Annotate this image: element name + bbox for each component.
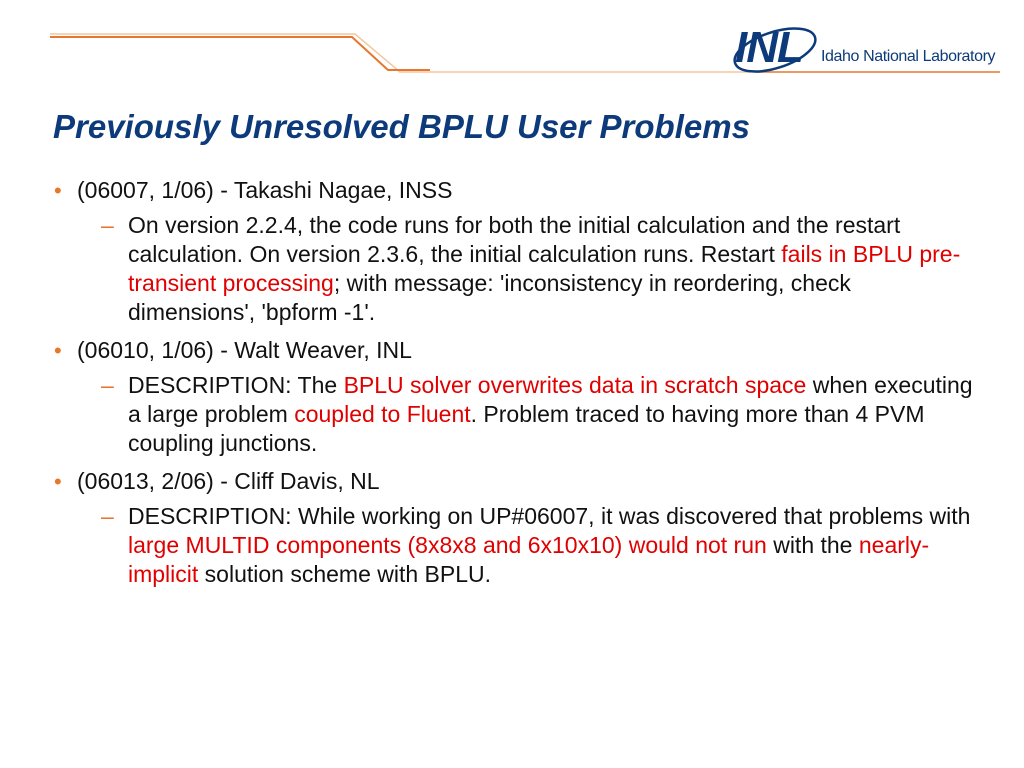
sub-text: when executing a large problem: [128, 372, 973, 427]
sub-item-2: [0, 371, 973, 458]
bullet-icon: •: [54, 338, 62, 363]
bullet-icon: •: [54, 469, 62, 494]
sub-text: ; with message: 'inconsistency in reordering, check dimensions', 'bpform -1'.: [128, 270, 851, 325]
highlight-text: coupled to Fluent: [294, 401, 471, 427]
sub-text: with the: [766, 532, 859, 558]
sub-text: solution scheme with BPLU.: [198, 561, 492, 587]
highlight-text: BPLU solver overwrites data in scratch space: [343, 372, 807, 398]
bullet-heading: (06013, 2/06) - Cliff Davis, NL: [77, 468, 380, 494]
sub-text: On version 2.2.4, the code runs for both the initial calculation and the restart calculation. On version 2.3.6, the initial calculation runs. Restart: [128, 212, 901, 267]
dash-icon: –: [101, 503, 114, 529]
header-line-top: [50, 34, 750, 72]
highlight-text: fails in BPLU pre-transient processing: [128, 241, 961, 296]
highlight-text: large MULTID components (8x8x8 and 6x10x10) would not run: [128, 532, 767, 558]
slide-title: Previously Unresolved BPLU User Problems: [53, 108, 750, 145]
dash-icon: –: [101, 212, 114, 238]
header-line-bottom: [50, 37, 430, 70]
sub-text: . Problem traced to having more than 4 PVM coupling junctions.: [128, 401, 925, 456]
bullet-heading: (06007, 1/06) - Takashi Nagae, INSS: [77, 177, 453, 203]
logo-text: Idaho National Laboratory: [821, 48, 996, 65]
sub-item-1: [0, 211, 973, 327]
logo-mark: INL: [735, 23, 803, 72]
bullet-item-3: [0, 467, 977, 496]
dash-icon: –: [101, 372, 114, 398]
sub-text: DESCRIPTION: The: [128, 372, 344, 398]
highlight-text: nearly-implicit: [128, 532, 930, 587]
bullet-icon: •: [54, 178, 62, 203]
sub-text: DESCRIPTION: While working on UP#06007, it was discovered that problems with: [128, 503, 971, 529]
bullet-item-1: [0, 176, 977, 205]
bullet-heading: (06010, 1/06) - Walt Weaver, INL: [77, 337, 412, 363]
sub-item-3: [0, 502, 973, 589]
bullet-item-2: [0, 336, 977, 365]
inl-logo: [735, 22, 996, 78]
bullet-list: [0, 176, 1024, 598]
